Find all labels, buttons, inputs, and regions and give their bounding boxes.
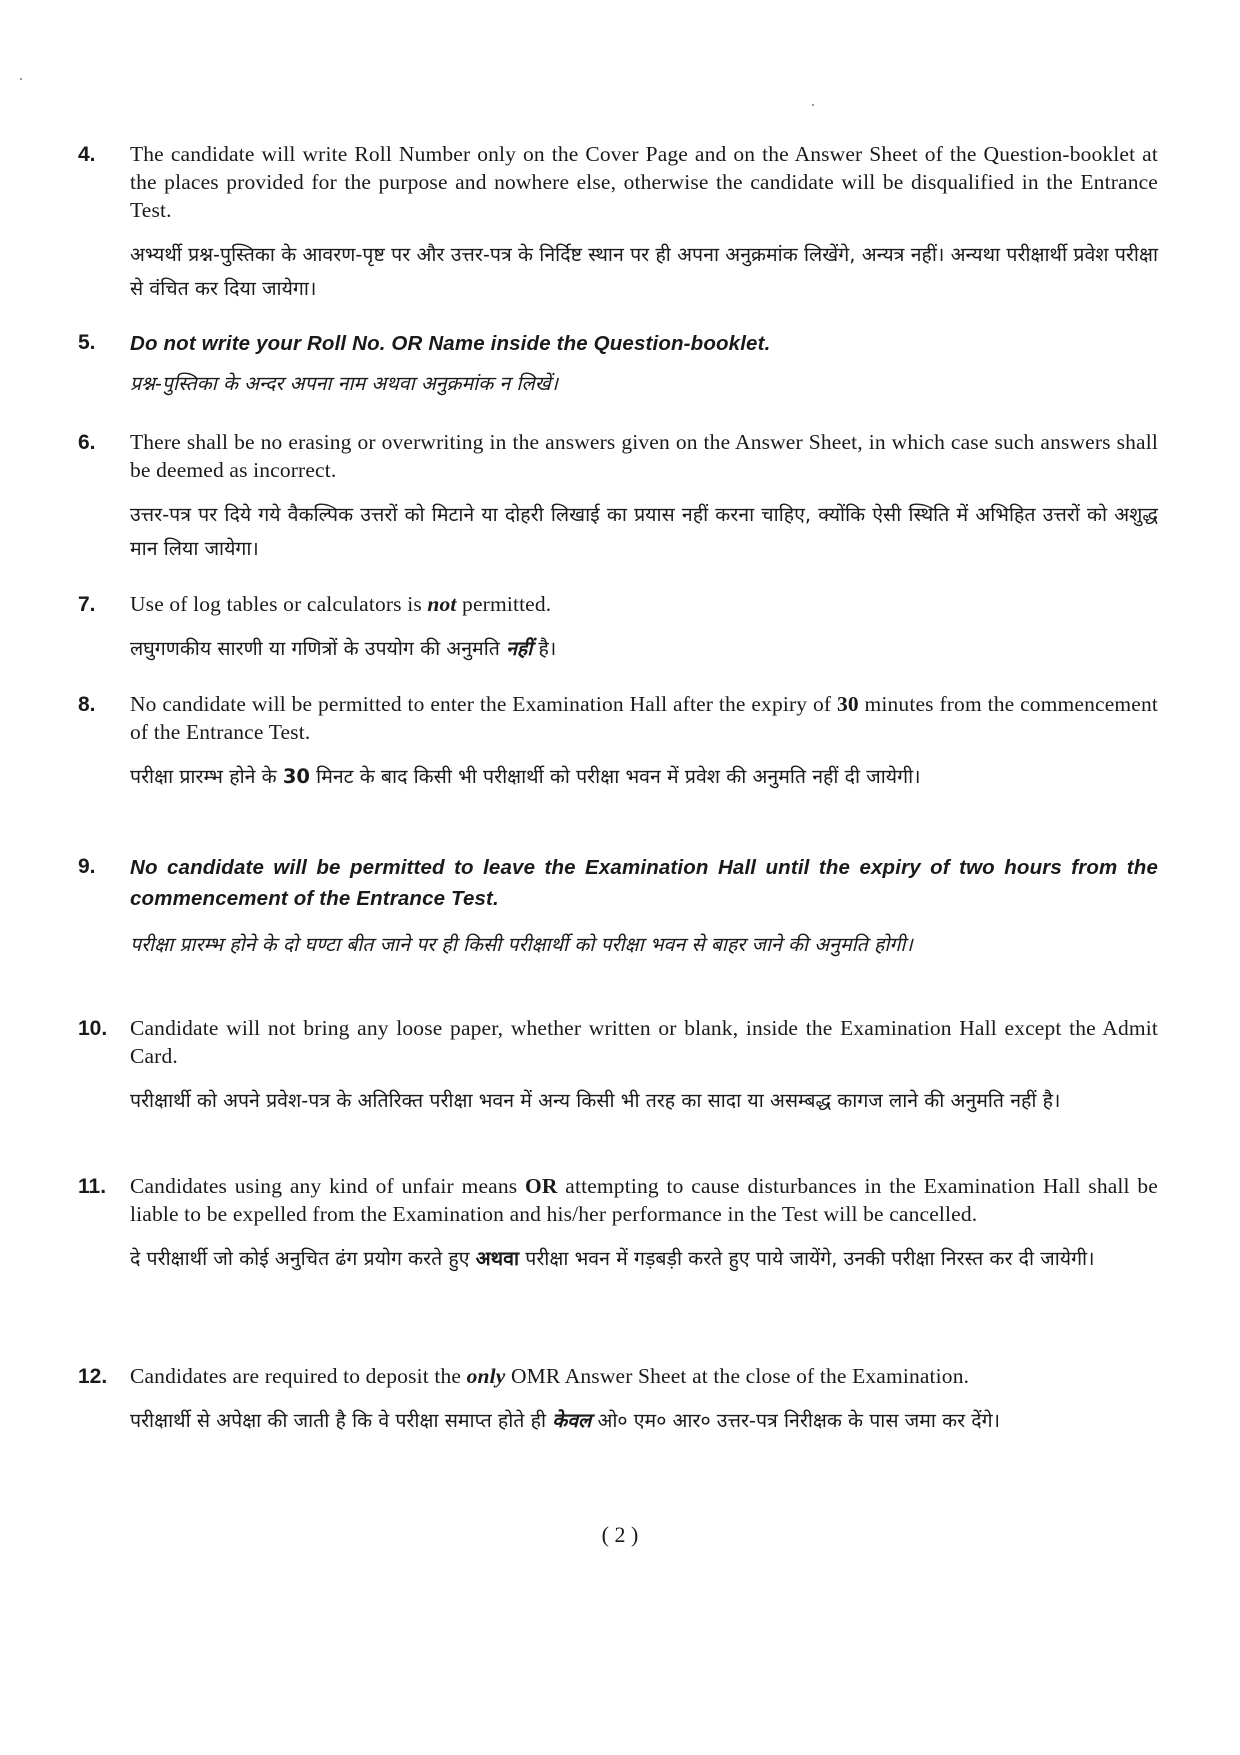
scan-speck (812, 104, 814, 106)
instruction-english: No candidate will be permitted to enter the Examination Hall after the expiry of 30 minutes from the commencement of the Entrance Test. (130, 692, 1158, 744)
instruction-item-8 (78, 690, 1158, 794)
instruction-item-11 (78, 1172, 1158, 1276)
item-number: 5. (78, 331, 96, 354)
instruction-english: Do not write your Roll No. OR Name inside the Question-booklet. (130, 332, 771, 355)
item-number: 11. (78, 1175, 107, 1198)
instruction-hindi: परीक्षार्थी को अपने प्रवेश-पत्र के अतिरिक्त परीक्षा भवन में अन्य किसी भी तरह का सादा या असम्बद्ध कागज लाने की अनुमति नहीं है। (130, 1089, 1061, 1112)
item-number: 10. (78, 1017, 108, 1040)
instruction-item-6 (78, 428, 1158, 566)
emphasis-30: 30 (836, 692, 859, 716)
instruction-hindi: उत्तर-पत्र पर दिये गये वैकल्पिक उत्तरों को मिटाने या दोहरी लिखाई का प्रयास नहीं करना चाहिए, क्योंकि ऐसी स्थिति में अभिहित उत्तरों को अशुद्ध मान लिया जायेगा। (130, 503, 1158, 560)
item-number: 9. (78, 855, 96, 878)
emphasis-or: OR (524, 1174, 558, 1198)
instruction-english: Candidate will not bring any loose paper, whether written or blank, inside the Examination Hall except the Admit Card. (130, 1016, 1158, 1068)
emphasis-30-hindi: 30 (282, 765, 310, 788)
instruction-english: There shall be no erasing or overwriting in the answers given on the Answer Sheet, in which case such answers shall be deemed as incorrect. (130, 430, 1158, 482)
instruction-hindi: लघुगणकीय सारणी या गणित्रों के उपयोग की अनुमति नहीं है। (130, 637, 557, 660)
instruction-item-10 (78, 1014, 1158, 1118)
item-number: 7. (78, 593, 96, 616)
emphasis-athava: अथवा (475, 1247, 520, 1270)
instruction-english: Use of log tables or calculators is not permitted. (130, 592, 552, 616)
instruction-item-4 (78, 140, 1158, 306)
item-number: 12. (78, 1365, 108, 1388)
item-number: 8. (78, 693, 96, 716)
instruction-item-9 (78, 852, 1158, 962)
emphasis-keval: केवल (552, 1409, 592, 1432)
emphasis-not: not (427, 592, 457, 616)
instruction-hindi: प्रश्न-पुस्तिका के अन्दर अपना नाम अथवा अनुक्रमांक न लिखें। (130, 372, 559, 395)
instruction-hindi: अभ्यर्थी प्रश्न-पुस्तिका के आवरण-पृष्ट पर और उत्तर-पत्र के निर्दिष्ट स्थान पर ही अपना अनुक्रमांक लिखेंगे, अन्यत्र नहीं। अन्यथा परीक्षार्थी प्रवेश परीक्षा से वंचित कर दिया जायेगा। (130, 243, 1158, 300)
emphasis-nahin: नहीं (506, 637, 533, 660)
instruction-english: No candidate will be permitted to leave the Examination Hall until the expiry of two hours from the commencement of the Entrance Test. (130, 856, 1158, 910)
instruction-hindi: परीक्षार्थी से अपेक्षा की जाती है कि वे परीक्षा समाप्त होते ही केवल ओ० एम० आर० उत्तर-पत्र निरीक्षक के पास जमा कर देंगे। (130, 1409, 1000, 1432)
instruction-item-12 (78, 1362, 1158, 1438)
instruction-item-7 (78, 590, 1158, 666)
instruction-english: Candidates are required to deposit the only OMR Answer Sheet at the close of the Examination. (130, 1364, 970, 1388)
instruction-item-5 (78, 328, 1158, 401)
instruction-english: The candidate will write Roll Number only on the Cover Page and on the Answer Sheet of the Question-booklet at the places provided for the purpose and nowhere else, otherwise the candidate will be disqualified in the Entrance Test. (130, 142, 1158, 222)
emphasis-only: only (466, 1364, 506, 1388)
item-number: 4. (78, 143, 96, 166)
instruction-hindi: परीक्षा प्रारम्भ होने के 30 मिनट के बाद किसी भी परीक्षार्थी को परीक्षा भवन में प्रवेश की अनुमति नहीं दी जायेगी। (130, 765, 921, 788)
scan-speck (20, 78, 22, 80)
instruction-hindi: दे परीक्षार्थी जो कोई अनुचित ढंग प्रयोग करते हुए अथवा परीक्षा भवन में गड़बड़ी करते हुए पाये जायेंगे, उनकी परीक्षा निरस्त कर दी जायेगी। (130, 1247, 1095, 1270)
page-number: ( 2 ) (601, 1522, 639, 1547)
instruction-english: Candidates using any kind of unfair means OR attempting to cause disturbances in the Examination Hall shall be liable to be expelled from the Examination and his/her performance in the Test will be cancelled. (130, 1174, 1158, 1226)
instruction-hindi: परीक्षा प्रारम्भ होने के दो घण्टा बीत जाने पर ही किसी परीक्षार्थी को परीक्षा भवन से बाहर जाने की अनुमति होगी। (130, 933, 913, 956)
item-number: 6. (78, 431, 96, 454)
